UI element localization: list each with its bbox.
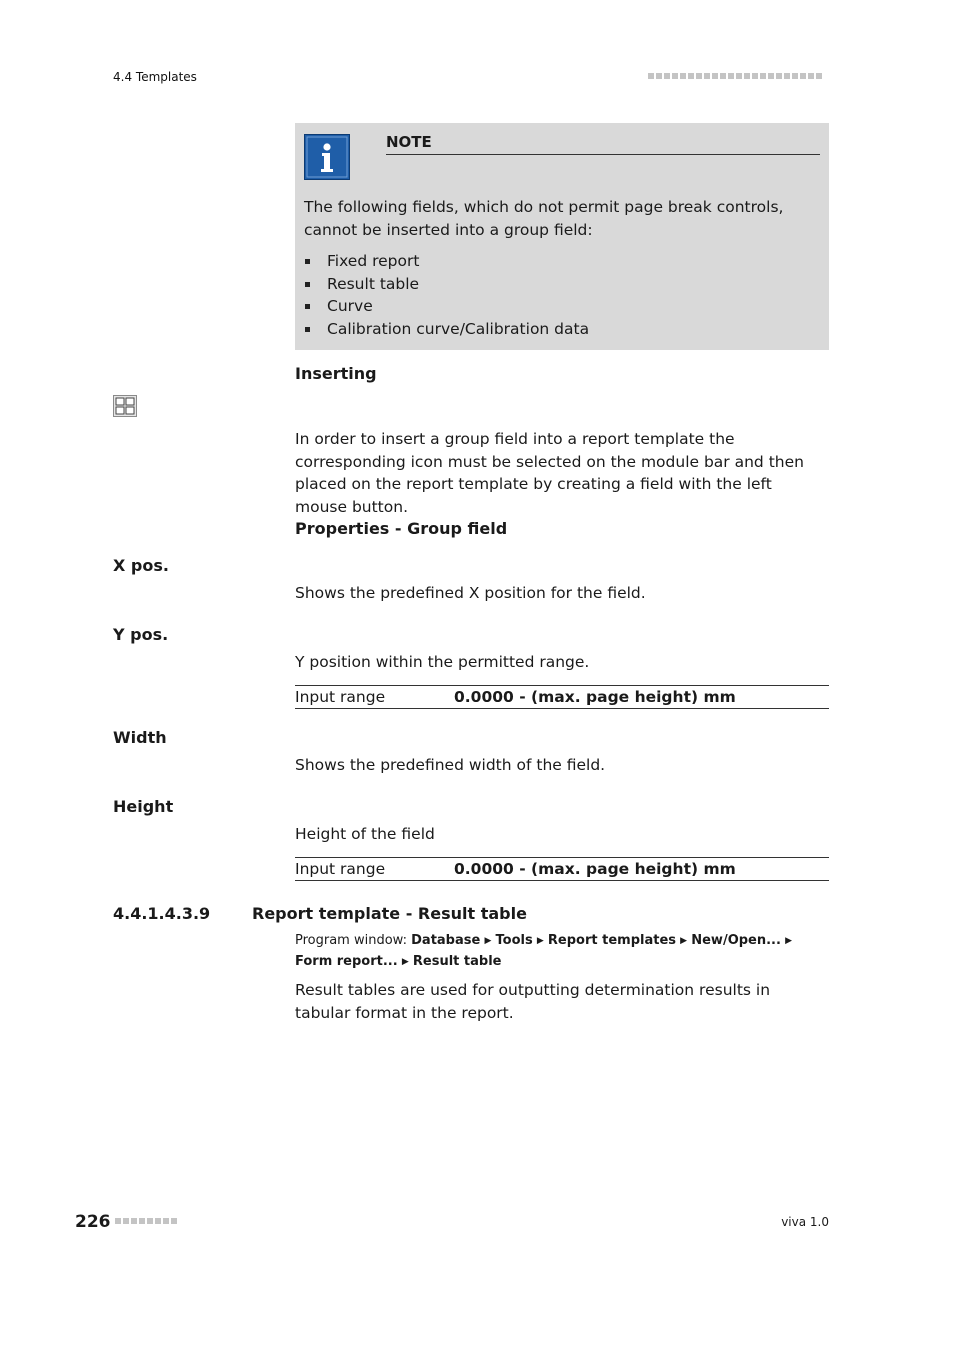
note-title: NOTE <box>386 133 820 155</box>
path-item: Result table <box>412 953 502 969</box>
menu-path <box>295 931 829 972</box>
section-text: Result tables are used for outputting determination results in tabular format in the report. <box>295 981 771 1022</box>
path-item: Report templates <box>547 933 677 948</box>
ypos-text: Y position within the permitted range. <box>295 653 590 671</box>
properties-heading: Properties - Group field <box>295 519 508 538</box>
inserting-heading: Inserting <box>295 364 377 383</box>
path-arrow-icon: ▶ <box>401 956 409 967</box>
range-key: Input range <box>295 688 386 706</box>
xpos-label: X pos. <box>113 556 169 575</box>
path-item: New/Open... <box>691 933 781 948</box>
list-item: Curve <box>304 295 804 318</box>
list-item: Result table <box>304 273 804 296</box>
path-item: Form report... <box>295 953 398 969</box>
width-text: Shows the predefined width of the field. <box>295 756 606 774</box>
path-arrow-icon: ▶ <box>785 936 792 946</box>
range-key: Input range <box>295 860 386 878</box>
height-text: Height of the field <box>295 825 435 843</box>
note-text: The following fields, which do not permit page break controls, cannot be inserted into a group field: <box>304 198 784 239</box>
range-value: 0.0000 - (max. page height) mm <box>454 860 736 878</box>
group-field-icon <box>113 395 137 417</box>
path-item: Database <box>411 933 481 948</box>
section-title: Report template - Result table <box>252 904 527 923</box>
path-item: Tools <box>495 933 533 948</box>
inserting-text: In order to insert a group field into a report template the corresponding icon must be selected on the module bar and then placed on the report template by creating a field with the left mouse button. <box>295 430 804 516</box>
footer-product: viva 1.0 <box>781 1215 829 1229</box>
path-arrow-icon: ▶ <box>536 936 544 946</box>
ypos-input-range <box>295 685 829 709</box>
note-list <box>304 250 804 340</box>
page-number: 226 <box>75 1212 111 1232</box>
height-input-range <box>295 857 829 881</box>
path-arrow-icon: ▶ <box>484 936 492 946</box>
ypos-label: Y pos. <box>113 625 169 644</box>
section-number: 4.4.1.4.3.9 <box>113 904 211 923</box>
footer-decoration <box>115 1218 177 1224</box>
running-header: 4.4 Templates <box>113 70 197 84</box>
header-decoration <box>648 73 822 79</box>
info-icon <box>304 134 350 180</box>
range-value: 0.0000 - (max. page height) mm <box>454 688 736 706</box>
xpos-text: Shows the predefined X position for the field. <box>295 584 646 602</box>
path-prefix: Program window: <box>295 933 407 948</box>
list-item: Fixed report <box>304 250 804 273</box>
path-arrow-icon: ▶ <box>680 936 688 946</box>
height-label: Height <box>113 797 174 816</box>
width-label: Width <box>113 728 167 747</box>
list-item: Calibration curve/Calibration data <box>304 318 804 341</box>
